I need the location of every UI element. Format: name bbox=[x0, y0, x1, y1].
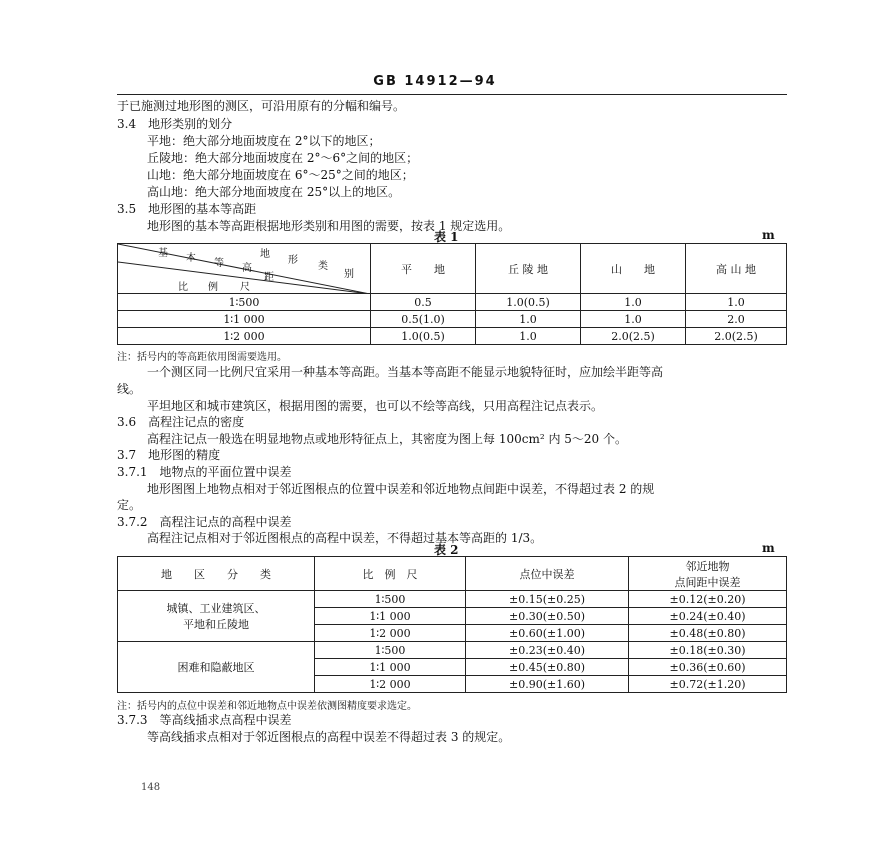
terrain-type-flat: 平地：绝大部分地面坡度在 2°以下的地区； bbox=[147, 134, 381, 148]
document-header: GB 14912—94 bbox=[373, 74, 497, 89]
table1-unit: m bbox=[762, 228, 775, 242]
table2-col-header: 地 区 分 类 bbox=[118, 557, 315, 591]
table1-col-header: 平 地 bbox=[371, 244, 476, 294]
paragraph: 等高线插求点相对于邻近图根点的高程中误差不得超过表 3 的规定。 bbox=[147, 730, 511, 744]
table-cell: 1∶1 000 bbox=[315, 659, 466, 676]
table-cell: ±0.72(±1.20) bbox=[629, 676, 787, 693]
table1-col-header: 山 地 bbox=[581, 244, 686, 294]
diag-label: 类 bbox=[318, 261, 328, 272]
paragraph: 高程注记点相对于邻近图根点的高程中误差，不得超过基本等高距的 1/3。 bbox=[147, 531, 543, 545]
table-cell: 1.0 bbox=[686, 294, 787, 311]
table1-caption: 表 1 bbox=[434, 230, 459, 244]
table-cell: ±0.45(±0.80) bbox=[466, 659, 629, 676]
table-cell: 1∶500 bbox=[118, 294, 371, 311]
paragraph: 高程注记点一般选在明显地物点或地形特征点上，其密度为图上每 100cm² 内 5～20 个。 bbox=[147, 432, 627, 446]
table1 bbox=[117, 243, 787, 345]
table-cell: ±0.36(±0.60) bbox=[629, 659, 787, 676]
table2-note: 注：括号内的点位中误差和邻近地物点中误差依测图精度要求选定。 bbox=[117, 701, 417, 712]
table-cell: 1∶2 000 bbox=[118, 328, 371, 345]
paragraph: 线。 bbox=[117, 382, 142, 396]
paragraph: 定。 bbox=[117, 498, 142, 512]
table-cell: 2.0(2.5) bbox=[686, 328, 787, 345]
table-cell: 1.0(0.5) bbox=[476, 294, 581, 311]
section-heading-3-7-3: 3.7.3 等高线插求点高程中误差 bbox=[117, 713, 292, 727]
table-cell: ±0.90(±1.60) bbox=[466, 676, 629, 693]
diag-label: 地 bbox=[260, 249, 270, 260]
table2-caption: 表 2 bbox=[434, 543, 459, 557]
group-line: 城镇、工业建筑区、 bbox=[166, 602, 266, 615]
table-cell: 1∶2 000 bbox=[315, 676, 466, 693]
section-heading-3-6: 3.6 高程注记点的密度 bbox=[117, 415, 245, 429]
section-heading-3-4: 3.4 地形类别的划分 bbox=[117, 117, 233, 131]
table2-group-cell bbox=[118, 591, 315, 642]
paragraph: 于已施测过地形图的测区，可沿用原有的分幅和编号。 bbox=[117, 99, 406, 113]
table1-note: 注：括号内的等高距依用图需要选用。 bbox=[117, 352, 287, 363]
header-rule bbox=[117, 94, 787, 95]
table-cell: ±0.23(±0.40) bbox=[466, 642, 629, 659]
header-line: 点间距中误差 bbox=[674, 575, 741, 589]
diag-label: 形 bbox=[288, 255, 298, 266]
group-line: 平地和丘陵地 bbox=[183, 618, 249, 631]
terrain-type-high-mountain: 高山地：绝大部分地面坡度在 25°以上的地区。 bbox=[147, 185, 401, 199]
section-heading-3-7: 3.7 地形图的精度 bbox=[117, 448, 221, 462]
table2-col-header: 点位中误差 bbox=[466, 557, 629, 591]
diag-label: 例 bbox=[208, 282, 218, 293]
page-number: 148 bbox=[141, 782, 161, 793]
section-heading-3-5: 3.5 地形图的基本等高距 bbox=[117, 202, 257, 216]
diag-label: 尺 bbox=[240, 282, 250, 293]
table-cell: 0.5 bbox=[371, 294, 476, 311]
paragraph: 平坦地区和城市建筑区，根据用图的需要，也可以不绘等高线，只用高程注记点表示。 bbox=[147, 399, 604, 413]
table-cell: 1∶500 bbox=[315, 591, 466, 608]
table-cell: 1.0 bbox=[476, 311, 581, 328]
table-cell: 1.0(0.5) bbox=[371, 328, 476, 345]
table2-col-header bbox=[629, 557, 787, 591]
table-cell: ±0.30(±0.50) bbox=[466, 608, 629, 625]
table-cell: 1∶1 000 bbox=[118, 311, 371, 328]
table-row bbox=[118, 294, 787, 311]
diag-label: 高 bbox=[242, 263, 252, 274]
table2-unit: m bbox=[762, 541, 775, 555]
table-cell: ±0.24(±0.40) bbox=[629, 608, 787, 625]
table1-diagonal-header bbox=[118, 244, 371, 294]
table-cell: 1.0 bbox=[581, 294, 686, 311]
diag-label: 距 bbox=[264, 272, 274, 283]
table-cell: 1∶1 000 bbox=[315, 608, 466, 625]
diag-label: 基 bbox=[158, 248, 168, 259]
table-cell: 2.0 bbox=[686, 311, 787, 328]
diag-label: 等 bbox=[214, 258, 224, 269]
table2-group-cell: 困难和隐蔽地区 bbox=[118, 642, 315, 693]
table1-col-header: 丘 陵 地 bbox=[476, 244, 581, 294]
paragraph: 地形图图上地物点相对于邻近图根点的位置中误差和邻近地物点间距中误差，不得超过表 2 的规 bbox=[147, 482, 655, 496]
table2-col-header: 比 例 尺 bbox=[315, 557, 466, 591]
table-cell: ±0.12(±0.20) bbox=[629, 591, 787, 608]
paragraph: 地形图的基本等高距根据地形类别和用图的需要，按表 1 规定选用。 bbox=[147, 219, 511, 233]
table2 bbox=[117, 556, 787, 693]
table-cell: ±0.48(±0.80) bbox=[629, 625, 787, 642]
table-cell: ±0.18(±0.30) bbox=[629, 642, 787, 659]
diag-label: 比 bbox=[178, 282, 188, 293]
terrain-type-hilly: 丘陵地：绝大部分地面坡度在 2°～6°之间的地区； bbox=[147, 151, 419, 165]
table-cell: 0.5(1.0) bbox=[371, 311, 476, 328]
terrain-type-mountain: 山地：绝大部分地面坡度在 6°～25°之间的地区； bbox=[147, 168, 414, 182]
table-cell: 2.0(2.5) bbox=[581, 328, 686, 345]
header-line: 邻近地物 bbox=[685, 559, 730, 573]
table-row bbox=[118, 328, 787, 345]
table-row bbox=[118, 642, 787, 659]
table-row bbox=[118, 311, 787, 328]
table-row bbox=[118, 591, 787, 608]
table1-col-header: 高 山 地 bbox=[686, 244, 787, 294]
table-cell: 1.0 bbox=[581, 311, 686, 328]
section-heading-3-7-1: 3.7.1 地物点的平面位置中误差 bbox=[117, 465, 292, 479]
diag-label: 别 bbox=[344, 269, 354, 280]
paragraph: 一个测区同一比例尺宜采用一种基本等高距。当基本等高距不能显示地貌特征时，应加绘半距等高 bbox=[147, 365, 664, 379]
table-cell: 1∶2 000 bbox=[315, 625, 466, 642]
diag-label: 本 bbox=[186, 253, 196, 264]
section-heading-3-7-2: 3.7.2 高程注记点的高程中误差 bbox=[117, 515, 292, 529]
table-cell: 1.0 bbox=[476, 328, 581, 345]
table-cell: ±0.60(±1.00) bbox=[466, 625, 629, 642]
table-cell: ±0.15(±0.25) bbox=[466, 591, 629, 608]
table-cell: 1∶500 bbox=[315, 642, 466, 659]
